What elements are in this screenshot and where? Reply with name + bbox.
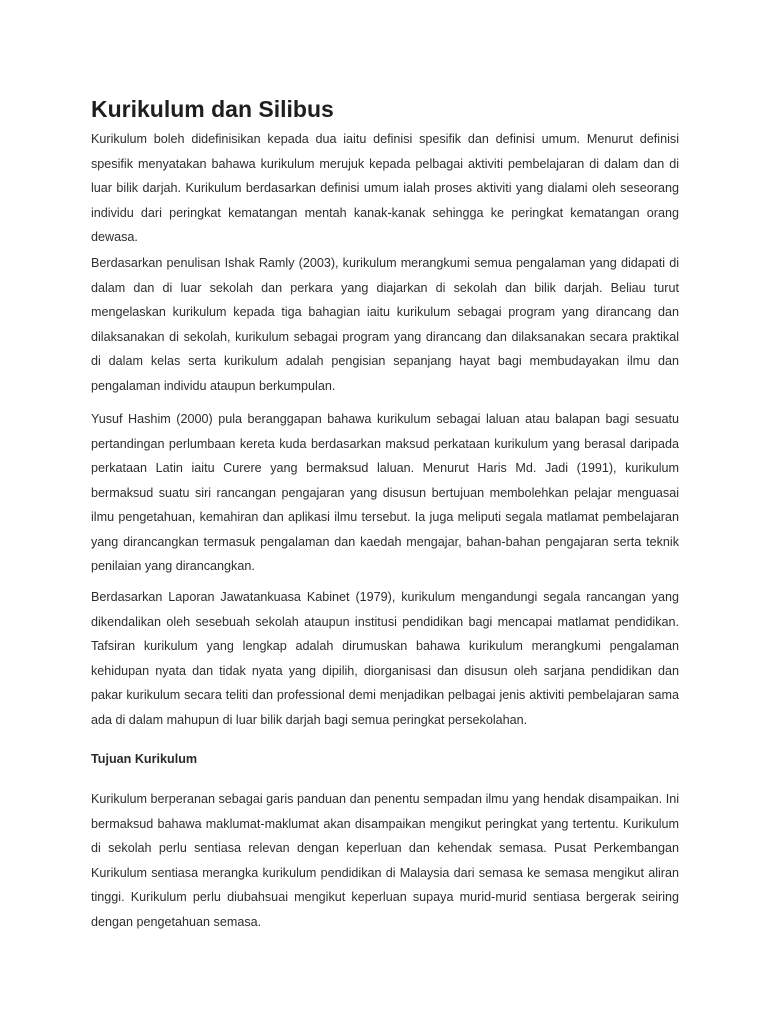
paragraph-laporan-jawatankuasa: Berdasarkan Laporan Jawatankuasa Kabinet (1979), kurikulum mengandungi segala rancangan yang dikendalikan oleh sesebuah sekolah ataupun institusi pendidikan bagi mencapai matlamat pendidikan. Tafsiran kurikulum yang lengkap adalah dirumuskan bahawa kurikulum merangkumi pengalaman kehidupan nyata dan tidak nyata yang dipilih, diorganisasi dan disusun oleh sarjana pendidikan dan pakar kurikulum secara teliti dan professional demi menjadikan pelbagai jenis aktiviti pembelajaran sama ada di dalam mahupun di luar bilik darjah bagi semua peringkat persekolahan. bbox=[91, 590, 679, 727]
paragraph-ishak-ramly: Berdasarkan penulisan Ishak Ramly (2003), kurikulum merangkumi semua pengalaman yang didapati di dalam dan di luar sekolah dan perkara yang diajarkan di sekolah dan bilik darjah. Beliau turut mengelaskan kurikulum kepada tiga bahagian iaitu kurikulum sebagai program yang dirancang dan dilaksanakan di sekolah, kurikulum sebagai program yang dirancang dan dilaksanakan secara praktikal di dalam kelas serta kurikulum adalah pengisian sepanjang hayat bagi membudayakan ilmu dan pengalaman individu ataupun berkumpulan. bbox=[91, 256, 679, 393]
paragraph-tujuan-kurikulum: Kurikulum berperanan sebagai garis panduan dan penentu sempadan ilmu yang hendak disampaikan. Ini bermaksud bahawa maklumat-maklumat akan disampaikan mengikut peringkat yang tertentu. Kurikulum di sekolah perlu sentiasa relevan dengan keperluan dan kehendak semasa. Pusat Perkembangan Kurikulum sentiasa merangka kurikulum pendidikan di Malaysia dari semasa ke semasa mengikut aliran tinggi. Kurikulum perlu diubahsuai mengikut keperluan supaya murid-murid sentiasa bergerak seiring dengan pengetahuan semasa. bbox=[91, 792, 679, 929]
section-heading-tujuan-kurikulum: Tujuan Kurikulum bbox=[91, 752, 198, 766]
paragraph-definisi-kurikulum: Kurikulum boleh didefinisikan kepada dua iaitu definisi spesifik dan definisi umum. Menurut definisi spesifik menyatakan bahawa kurikulum merujuk kepada pelbagai aktiviti pembelajaran di dalam dan di luar bilik darjah. Kurikulum berdasarkan definisi umum ialah proses aktiviti yang dialami oleh seseorang individu dari peringkat kematangan mentah kanak-kanak sehingga ke peringkat kematangan orang dewasa. bbox=[91, 132, 679, 244]
page-title: Kurikulum dan Silibus bbox=[91, 96, 334, 122]
paragraph-yusuf-hashim: Yusuf Hashim (2000) pula beranggapan bahawa kurikulum sebagai laluan atau balapan bagi sesuatu pertandingan perlumbaan kereta kuda berdasarkan maksud perkataan kurikulum yang berasal daripada perkataan Latin iaitu Curere yang bermaksud laluan. Menurut Haris Md. Jadi (1991), kurikulum bermaksud suatu siri rancangan pengajaran yang disusun bertujuan membolehkan pelajar menguasai ilmu pengetahuan, kemahiran dan aplikasi ilmu tersebut. Ia juga meliputi segala matlamat pembelajaran yang dirancangkan termasuk pengalaman dan kaedah mengajar, bahan-bahan pengajaran serta teknik penilaian yang dirancangkan. bbox=[91, 412, 679, 573]
